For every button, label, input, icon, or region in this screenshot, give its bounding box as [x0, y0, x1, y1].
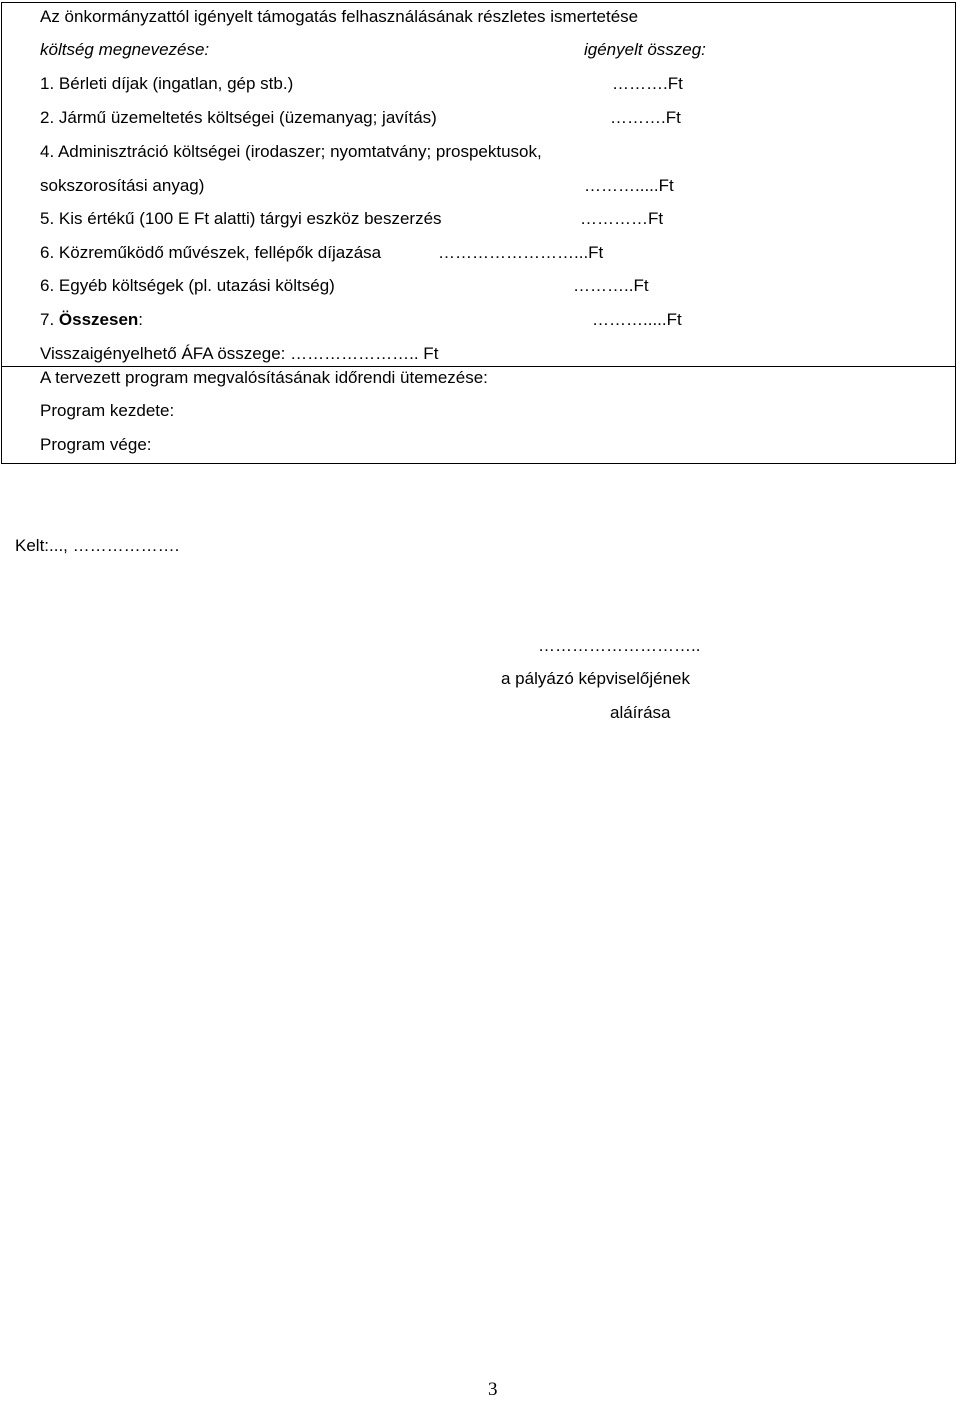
- item-vehicle-amount: ……….Ft: [610, 108, 681, 127]
- item-artists-amount: ……………………...Ft: [438, 243, 604, 262]
- page-number: 3: [488, 1379, 498, 1400]
- signature-caption-line1: a pályázó képviselőjének: [501, 669, 691, 688]
- item-other-amount: ………..Ft: [573, 276, 649, 295]
- item-admin-label-line2: sokszorosítási anyag): [40, 176, 205, 195]
- item-other-label: 6. Egyéb költségek (pl. utazási költség): [40, 276, 335, 295]
- vat-label: Visszaigényelhető ÁFA összege:: [40, 344, 286, 363]
- signature-dots: ………………………..: [538, 636, 701, 655]
- table-divider: [2, 366, 955, 367]
- vat-row: [40, 344, 438, 364]
- schedule-heading: A tervezett program megvalósításának időrendi ütemezése:: [40, 368, 488, 387]
- place-date-line: Kelt:..., ……………….: [15, 536, 180, 555]
- signature-caption-line2: aláírása: [610, 703, 671, 722]
- program-start-label: Program kezdete:: [40, 401, 175, 420]
- item-vehicle-label: 2. Jármű üzemeltetés költségei (üzemanyag; javítás): [40, 108, 437, 127]
- item-artists-label: 6. Közreműködő művészek, fellépők díjazása: [40, 243, 382, 262]
- total-word: Összesen: [58, 310, 139, 329]
- item-admin-label-line1: 4. Adminisztráció költségei (irodaszer; nyomtatvány; prospektusok,: [40, 142, 542, 161]
- item-equipment-label: 5. Kis értékű (100 E Ft alatti) tárgyi eszköz beszerzés: [40, 209, 442, 228]
- total-amount: ……….....Ft: [592, 310, 682, 329]
- total-number: 7.: [40, 310, 59, 329]
- item-admin-amount: ……….....Ft: [584, 176, 674, 195]
- item-rental-label: 1. Bérleti díjak (ingatlan, gép stb.): [40, 74, 294, 93]
- vat-amount: ………………….. Ft: [290, 344, 439, 363]
- item-equipment-amount: …………Ft: [580, 209, 664, 228]
- item-rental-amount: ……….Ft: [612, 74, 683, 93]
- total-label: [40, 310, 143, 330]
- program-end-label: Program vége:: [40, 435, 152, 454]
- total-colon: :: [138, 310, 144, 329]
- amount-header: igényelt összeg:: [584, 40, 706, 59]
- expense-table: [1, 2, 956, 464]
- cost-name-header: költség megnevezése:: [40, 40, 210, 59]
- table-heading: Az önkormányzattól igényelt támogatás felhasználásának részletes ismertetése: [40, 7, 639, 26]
